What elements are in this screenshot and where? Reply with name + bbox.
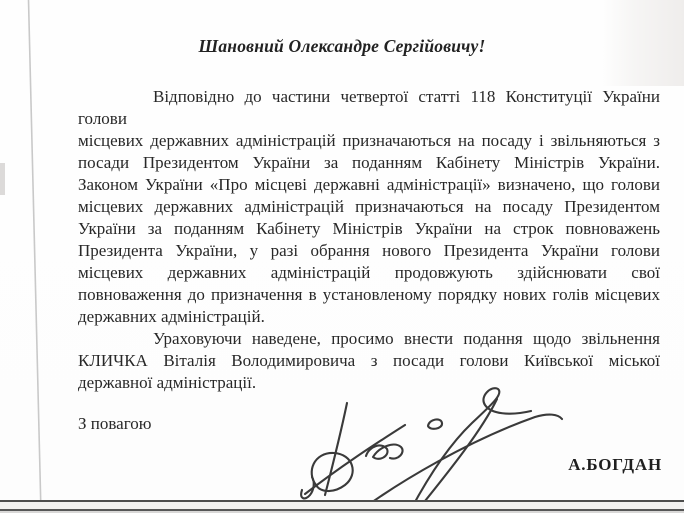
letter-body (78, 36, 660, 435)
letter-text-line: Відповідно до частини четвертої статті 118 Конституції України голови (78, 87, 660, 128)
letter-text-line: Законом України «Про місцеві державні адміністрації» визначено, що голови (78, 175, 660, 194)
signer-name: А.БОГДАН (568, 455, 662, 474)
letter-text-line: Ураховуючи наведене, просимо внести подання щодо звільнення (153, 329, 660, 348)
letter-text-line: КЛИЧКА Віталія Володимировича з посади голови Київської міської (78, 351, 660, 370)
letter-text-line: державної адміністрації. (78, 373, 257, 392)
letter-text-line: місцевих державних адміністрацій призначаються на посаду і звільняються з (78, 131, 660, 150)
letter-text-line: посади Президентом України за поданням Кабінету Міністрів України. (78, 153, 660, 172)
letter-text-line: державних адміністрацій. (78, 307, 265, 326)
paragraph-legal-basis (78, 86, 660, 328)
closing-phrase: З повагою (78, 414, 152, 433)
letter-text-line: повноваження до призначення в установленому порядку нових голів місцевих (78, 285, 660, 304)
salutation: Шановний Олександре Сергійовичу! (198, 36, 486, 56)
letter-text-line: місцевих державних адміністрацій призначаються на посаду Президентом (78, 197, 660, 216)
scan-bottom-edge (0, 500, 684, 513)
letter-text-line: України за поданням Кабінету Міністрів України на строк повноважень (78, 219, 660, 238)
letter-text-line: місцевих державних адміністрацій продовжують здійснювати свої (78, 263, 660, 282)
handwritten-signature (290, 385, 580, 513)
letter-text-line: Президента України, у разі обрання нового Президента України голови (78, 241, 660, 260)
scan-smudge-left (0, 163, 5, 195)
